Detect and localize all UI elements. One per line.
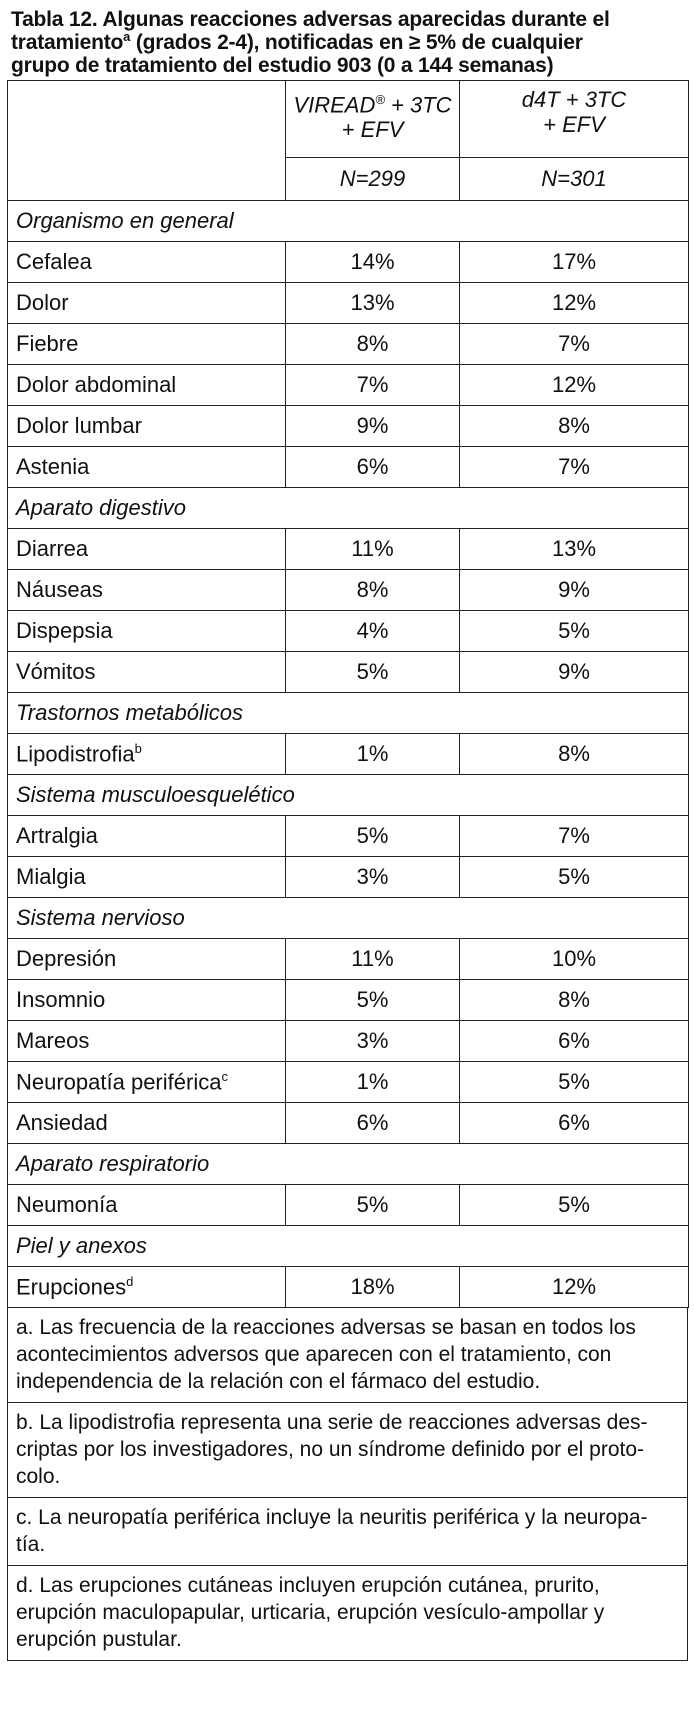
reaction-label-cell bbox=[8, 734, 286, 775]
reaction-label-cell bbox=[8, 857, 286, 898]
d4t-value: 7% bbox=[460, 324, 689, 365]
document bbox=[7, 8, 688, 1661]
reaction-label: Diarrea bbox=[16, 536, 89, 561]
section-heading: Sistema musculoesquelético bbox=[8, 775, 689, 816]
col1-line2: + EFV bbox=[341, 117, 404, 143]
reaction-label-cell bbox=[8, 816, 286, 857]
d4t-value: 8% bbox=[460, 406, 689, 447]
footnote-line: erupción maculopapular, urticaria, erupción vesículo-ampollar y bbox=[16, 1601, 605, 1624]
footnote bbox=[8, 1498, 687, 1566]
d4t-value: 7% bbox=[460, 816, 689, 857]
reaction-label-cell bbox=[8, 980, 286, 1021]
reaction-label: Lipodistrofia bbox=[16, 741, 135, 767]
footnote-line: independencia de la relación con el fármaco del estudio. bbox=[16, 1370, 541, 1393]
column-header-d4t bbox=[460, 81, 689, 158]
table-title bbox=[7, 8, 688, 77]
reaction-label-cell bbox=[8, 1185, 286, 1226]
title-line-2-post: (grados 2-4), notificadas en ≥ 5% de cualquier bbox=[130, 31, 583, 54]
section-row bbox=[8, 775, 689, 816]
reaction-label: Artralgia bbox=[16, 823, 98, 848]
section-heading: Sistema nervioso bbox=[8, 898, 689, 939]
reaction-label: Neumonía bbox=[16, 1192, 118, 1217]
reaction-label-cell bbox=[8, 324, 286, 365]
viread-value: 5% bbox=[286, 816, 460, 857]
reaction-label-cell bbox=[8, 365, 286, 406]
title-line-3: grupo de tratamiento del estudio 903 (0 a 144 semanas) bbox=[11, 54, 554, 77]
footnote bbox=[8, 1308, 687, 1403]
title-line-2-pre: tratamiento bbox=[11, 31, 124, 54]
d4t-value: 5% bbox=[460, 857, 689, 898]
section-row bbox=[8, 1144, 689, 1185]
section-row bbox=[8, 1226, 689, 1267]
d4t-value: 10% bbox=[460, 939, 689, 980]
reaction-label: Dispepsia bbox=[16, 618, 113, 643]
viread-value: 8% bbox=[286, 570, 460, 611]
table-row bbox=[8, 980, 689, 1021]
section-heading: Aparato respiratorio bbox=[8, 1144, 689, 1185]
reaction-label: Mialgia bbox=[16, 864, 86, 889]
header-row bbox=[8, 81, 689, 158]
section-heading: Piel y anexos bbox=[8, 1226, 689, 1267]
d4t-value: 12% bbox=[460, 365, 689, 406]
viread-value: 5% bbox=[286, 1185, 460, 1226]
viread-value: 3% bbox=[286, 857, 460, 898]
reaction-label-cell bbox=[8, 939, 286, 980]
viread-value: 1% bbox=[286, 734, 460, 775]
table-row bbox=[8, 611, 689, 652]
table-row bbox=[8, 816, 689, 857]
viread-value: 6% bbox=[286, 447, 460, 488]
d4t-value: 8% bbox=[460, 734, 689, 775]
table-row bbox=[8, 324, 689, 365]
d4t-value: 8% bbox=[460, 980, 689, 1021]
col2-n: N=301 bbox=[460, 158, 689, 201]
reaction-label: Ansiedad bbox=[16, 1110, 108, 1135]
d4t-value: 5% bbox=[460, 1062, 689, 1103]
reaction-label-cell bbox=[8, 570, 286, 611]
col2-line1: d4T + 3TC bbox=[521, 87, 627, 112]
d4t-value: 5% bbox=[460, 611, 689, 652]
d4t-value: 5% bbox=[460, 1185, 689, 1226]
viread-value: 1% bbox=[286, 1062, 460, 1103]
table-row bbox=[8, 1267, 689, 1308]
viread-value: 14% bbox=[286, 242, 460, 283]
footnote-line: a. Las frecuencia de la reacciones adversas se basan en todos los bbox=[16, 1316, 636, 1339]
footnote-marker: b bbox=[134, 740, 142, 756]
d4t-value: 6% bbox=[460, 1021, 689, 1062]
title-footnote-marker: a bbox=[123, 29, 131, 44]
footnote-line: tía. bbox=[16, 1533, 46, 1556]
reaction-label-cell bbox=[8, 652, 286, 693]
table-row bbox=[8, 734, 689, 775]
d4t-value: 9% bbox=[460, 570, 689, 611]
d4t-value: 12% bbox=[460, 283, 689, 324]
d4t-value: 7% bbox=[460, 447, 689, 488]
viread-value: 18% bbox=[286, 1267, 460, 1308]
viread-value: 8% bbox=[286, 324, 460, 365]
header-empty-cell bbox=[8, 81, 286, 201]
section-heading: Trastornos metabólicos bbox=[8, 693, 689, 734]
reaction-label: Erupciones bbox=[16, 1274, 127, 1300]
section-heading: Organismo en general bbox=[8, 201, 689, 242]
d4t-value: 6% bbox=[460, 1103, 689, 1144]
column-header-viread bbox=[286, 81, 460, 158]
footnote-line: colo. bbox=[16, 1465, 61, 1488]
footnote-line: c. La neuropatía periférica incluye la neuritis periférica y la neuropa- bbox=[16, 1506, 648, 1529]
footnote-marker: d bbox=[126, 1273, 134, 1289]
viread-value: 3% bbox=[286, 1021, 460, 1062]
table-row bbox=[8, 1103, 689, 1144]
section-row bbox=[8, 488, 689, 529]
footnote-marker: c bbox=[221, 1068, 228, 1084]
footnote-line: erupción pustular. bbox=[16, 1628, 182, 1651]
viread-value: 7% bbox=[286, 365, 460, 406]
reaction-label: Dolor bbox=[16, 290, 69, 315]
section-row bbox=[8, 201, 689, 242]
footnote bbox=[8, 1403, 687, 1498]
reaction-label-cell bbox=[8, 283, 286, 324]
table-row bbox=[8, 406, 689, 447]
d4t-value: 12% bbox=[460, 1267, 689, 1308]
table-row bbox=[8, 283, 689, 324]
reaction-label-cell bbox=[8, 1103, 286, 1144]
section-row bbox=[8, 693, 689, 734]
d4t-value: 9% bbox=[460, 652, 689, 693]
col1-n: N=299 bbox=[286, 158, 460, 201]
reaction-label-cell bbox=[8, 406, 286, 447]
table-row bbox=[8, 570, 689, 611]
viread-value: 6% bbox=[286, 1103, 460, 1144]
reaction-label: Vómitos bbox=[16, 659, 96, 684]
table-row bbox=[8, 652, 689, 693]
table-row bbox=[8, 365, 689, 406]
col1-line1-rest: + 3TC bbox=[384, 92, 452, 118]
section-heading: Aparato digestivo bbox=[8, 488, 689, 529]
registered-mark: ® bbox=[375, 92, 385, 107]
table-row bbox=[8, 1021, 689, 1062]
viread-value: 5% bbox=[286, 980, 460, 1021]
table-row bbox=[8, 1062, 689, 1103]
table-row bbox=[8, 242, 689, 283]
d4t-value: 17% bbox=[460, 242, 689, 283]
reaction-label: Cefalea bbox=[16, 249, 92, 274]
reaction-label: Mareos bbox=[16, 1028, 90, 1053]
section-row bbox=[8, 898, 689, 939]
reaction-label: Fiebre bbox=[16, 331, 79, 356]
title-line-2 bbox=[11, 31, 688, 54]
col2-line2: + EFV bbox=[543, 112, 605, 137]
footnote-line: d. Las erupciones cutáneas incluyen erupción cutánea, prurito, bbox=[16, 1574, 600, 1597]
viread-value: 11% bbox=[286, 529, 460, 570]
reaction-label-cell bbox=[8, 1267, 286, 1308]
reaction-label: Depresión bbox=[16, 946, 117, 971]
viread-value: 4% bbox=[286, 611, 460, 652]
reaction-label-cell bbox=[8, 447, 286, 488]
table-row bbox=[8, 1185, 689, 1226]
table-row bbox=[8, 857, 689, 898]
table-row bbox=[8, 939, 689, 980]
footnote bbox=[8, 1566, 687, 1661]
viread-value: 13% bbox=[286, 283, 460, 324]
reaction-label-cell bbox=[8, 242, 286, 283]
reaction-label-cell bbox=[8, 1021, 286, 1062]
viread-value: 9% bbox=[286, 406, 460, 447]
footnote-line: acontecimientos adversos que aparecen con el tratamiento, con bbox=[16, 1343, 612, 1366]
reaction-label: Dolor lumbar bbox=[16, 413, 142, 438]
col1-name: VIREAD bbox=[293, 92, 376, 118]
reaction-label: Náuseas bbox=[16, 577, 103, 602]
adverse-reactions-table bbox=[7, 80, 689, 1308]
viread-value: 5% bbox=[286, 652, 460, 693]
title-line-1: Tabla 12. Algunas reacciones adversas aparecidas durante el bbox=[11, 8, 610, 31]
d4t-value: 13% bbox=[460, 529, 689, 570]
reaction-label-cell bbox=[8, 611, 286, 652]
viread-value: 11% bbox=[286, 939, 460, 980]
table-row bbox=[8, 529, 689, 570]
footnotes bbox=[7, 1308, 688, 1661]
reaction-label: Astenia bbox=[16, 454, 90, 479]
reaction-label-cell bbox=[8, 1062, 286, 1103]
reaction-label: Dolor abdominal bbox=[16, 372, 177, 397]
reaction-label-cell bbox=[8, 529, 286, 570]
footnote-line: criptas por los investigadores, no un síndrome definido por el proto- bbox=[16, 1438, 645, 1461]
footnote-line: b. La lipodistrofia representa una serie de reacciones adversas des- bbox=[16, 1411, 648, 1434]
table-row bbox=[8, 447, 689, 488]
reaction-label: Insomnio bbox=[16, 987, 106, 1012]
reaction-label: Neuropatía periférica bbox=[16, 1069, 222, 1095]
